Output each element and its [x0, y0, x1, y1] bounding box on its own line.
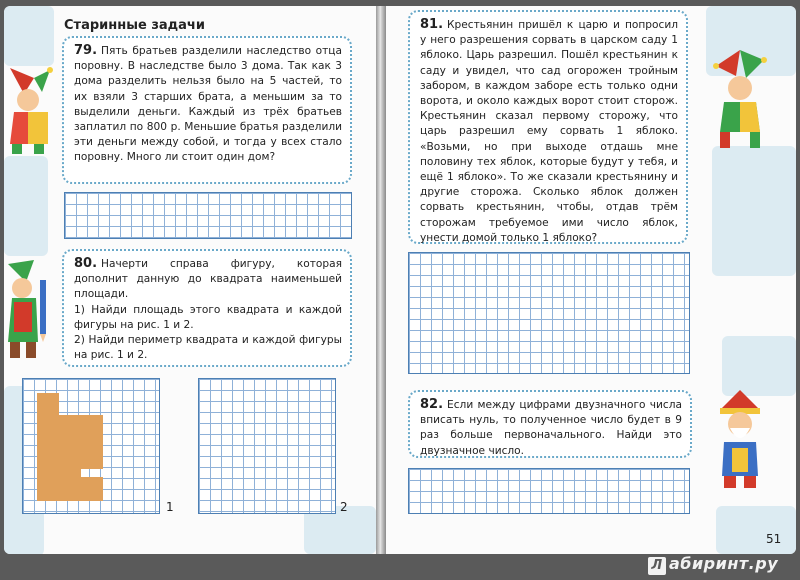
puzzle-decoration [712, 146, 796, 276]
task-81 [408, 10, 688, 244]
answer-grid[interactable] [408, 252, 690, 374]
task-text: Начерти справа фигуру, которая дополнит данную до квадрата наименьшей площади. [74, 258, 342, 301]
task-number: 82. [420, 397, 444, 412]
figure-1-shape-part [81, 415, 103, 469]
puzzle-decoration [4, 156, 48, 256]
figure-1-shape-part [81, 477, 103, 501]
puzzle-decoration [722, 336, 796, 396]
jester-illustration [706, 46, 774, 152]
task-number: 81. [420, 17, 444, 32]
right-page [386, 6, 796, 554]
figure-label-2: 2 [340, 500, 348, 514]
section-title: Старинные задачи [64, 18, 205, 33]
left-page [4, 6, 376, 554]
figure-1-shape-part [59, 415, 81, 501]
task-82 [408, 390, 692, 458]
page-number: 51 [766, 532, 782, 546]
gnome-illustration [708, 388, 772, 494]
task-number: 79. [74, 43, 98, 58]
task-subitem-1: 1) Найди площадь этого квадрата и каждой фигуры на рис. 1 и 2. [74, 303, 342, 331]
gnome-with-pencil-illustration [4, 258, 56, 368]
figure-1-shape-part [37, 393, 59, 501]
answer-grid[interactable] [64, 192, 352, 239]
watermark [648, 554, 778, 575]
task-text: Если между цифрами двузначного числа вписать нуль, то полученное число будет в 9 раз больше первоначального. Найди это двузначное число. [420, 399, 682, 457]
figure-label-1: 1 [166, 500, 174, 514]
figure-2-grid[interactable] [198, 378, 336, 514]
task-79 [62, 36, 352, 184]
task-text: Крестьянин пришёл к царю и попросил у него разрешения сорвать в царском саду 1 яблоко. Царь разрешил. Пошёл крестьянин к саду и увидел, что сад огорожен тройным забором, в каждом заборе есть только одни ворота, и около каждых ворот стоит сторож. Крестьянин сказал первому сторожу, что царь разрешил ему сорвать 1 яблоко. «Возьми, но при выходе отдашь мне половину тех яблок, которые будут у тебя, и ещё 1 яблоко». То же сказали крестьянину и другие сторожа. Сколько яблок должен сорвать крестьянин, чтобы, отдав трём сторожам требуемое ими число яблок, унести домой только 1 яблоко? [420, 19, 678, 244]
puzzle-decoration [4, 6, 54, 66]
book-spine [376, 6, 386, 554]
task-number: 80. [74, 256, 98, 271]
figure-1-grid[interactable] [22, 378, 160, 514]
answer-grid[interactable] [408, 468, 690, 514]
watermark-text: абиринт.ру [669, 554, 779, 573]
task-subitem-2: 2) Найди периметр квадрата и каждой фигуры на рис. 1 и 2. [74, 334, 342, 362]
watermark-logo: Л [648, 557, 666, 575]
task-text: Пять братьев разделили наследство отца поровну. В наследстве было 3 дома. Так как 3 дома разделить нельзя было на 5 частей, то их взяли 3 старших брата, а меньшим за то выделили деньги. Каждый из трёх братьев заплатил по 800 р. Меньшие братья разделили эти деньги между собой, и тогда у всех стало поровну. Много ли стоит один дом? [74, 45, 342, 164]
puzzle-decoration [716, 506, 796, 554]
task-80 [62, 249, 352, 367]
jester-illustration [4, 64, 58, 156]
